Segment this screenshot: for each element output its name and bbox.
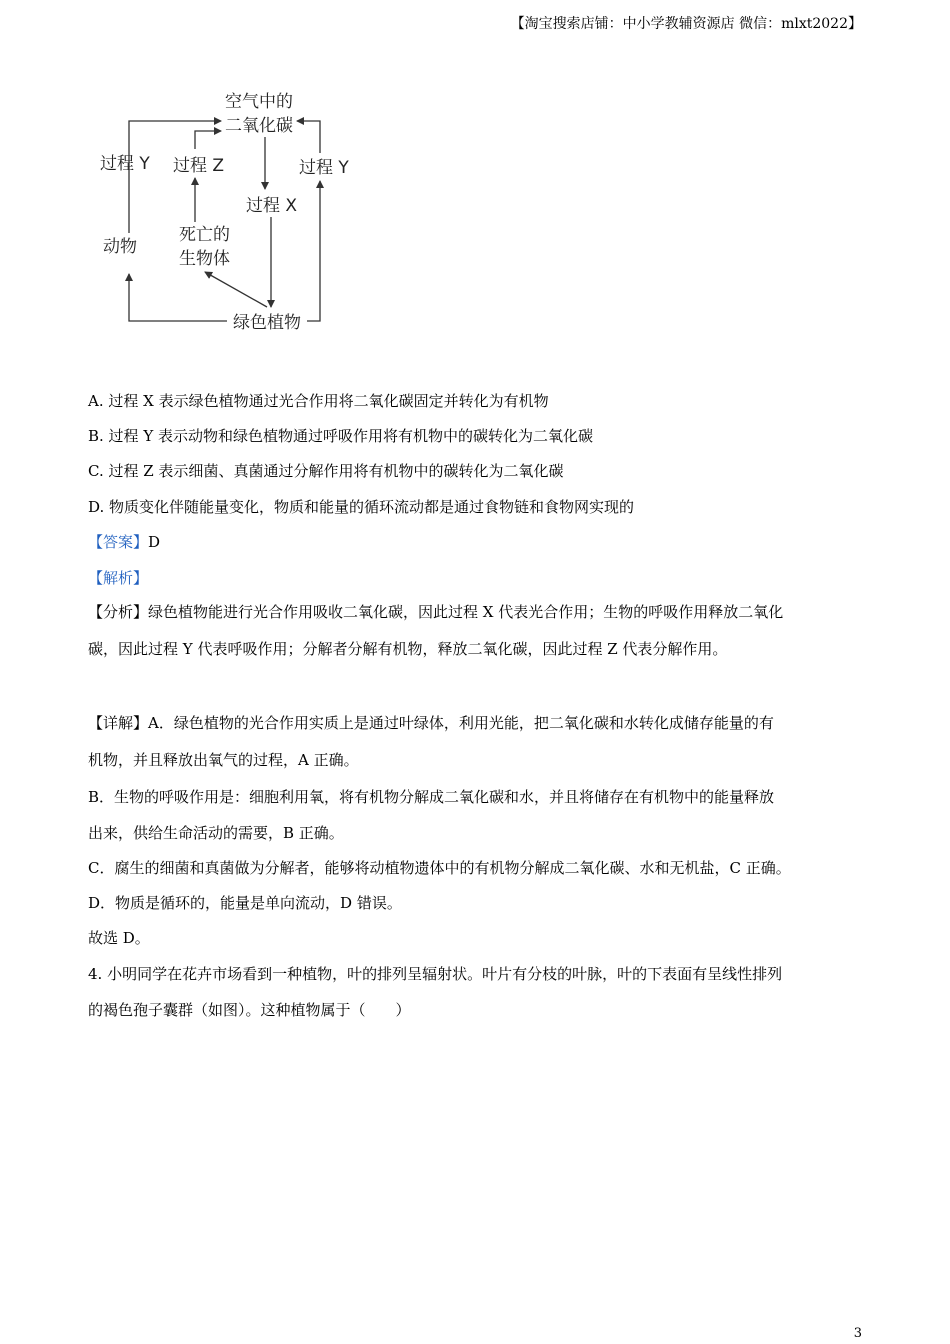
- option-a: A. 过程 X 表示绿色植物通过光合作用将二氧化碳固定并转化为有机物: [88, 392, 549, 410]
- page-header: 【淘宝搜索店铺：中小学教辅资源店 微信：mlxt2022】: [510, 16, 862, 32]
- air-co2-label-1: 空气中的: [225, 92, 293, 112]
- arrow-animals-to-co2: [129, 121, 221, 233]
- dead-organisms-label-1: 死亡的: [179, 225, 230, 245]
- arrow-process-y-to-co2: [297, 121, 320, 153]
- process-y-left-label: 过程 Y: [100, 154, 150, 174]
- detail-line-2: 机物，并且释放出氧气的过程，A 正确。: [88, 751, 359, 769]
- answer-line: [88, 531, 160, 552]
- question-4-line-2: 的褐色孢子囊群（如图）。这种植物属于（ ）: [88, 1001, 411, 1019]
- option-b: B. 过程 Y 表示动物和绿色植物通过呼吸作用将有机物中的碳转化为二氧化碳: [88, 427, 594, 445]
- answer-label: 【答案】: [88, 533, 149, 551]
- arrow-plants-to-animals: [129, 274, 227, 321]
- carbon-cycle-diagram: [95, 85, 365, 345]
- question-4-line-1: 4. 小明同学在花卉市场看到一种植物，叶的排列呈辐射状。叶片有分枝的叶脉，叶的下表面有呈线性排列: [88, 965, 783, 983]
- option-c: C. 过程 Z 表示细菌、真菌通过分解作用将有机物中的碳转化为二氧化碳: [88, 462, 564, 480]
- page-number: 3: [853, 1326, 862, 1341]
- detail-line-7: 故选 D。: [88, 929, 150, 947]
- process-y-right-label: 过程 Y: [299, 158, 349, 178]
- analysis-line-2: 碳，因此过程 Y 代表呼吸作用；分解者分解有机物，释放二氧化碳，因此过程 Z 代表分解作用。: [88, 640, 728, 658]
- arrow-plants-to-dead: [205, 272, 267, 307]
- air-co2-label-2: 二氧化碳: [225, 116, 293, 136]
- option-d: D. 物质变化伴随能量变化，物质和能量的循环流动都是通过食物链和食物网实现的: [88, 498, 635, 516]
- detail-line-5: C．腐生的细菌和真菌做为分解者，能够将动植物遗体中的有机物分解成二氧化碳、水和无机盐，C 正确。: [88, 859, 791, 877]
- dead-organisms-label-2: 生物体: [179, 249, 230, 269]
- detail-line-3: B．生物的呼吸作用是：细胞利用氧，将有机物分解成二氧化碳和水，并且将储存在有机物中的能量释放: [88, 788, 775, 806]
- line-process-z-to-co2: [195, 131, 221, 149]
- detail-line-4: 出来，供给生命活动的需要，B 正确。: [88, 824, 344, 842]
- analysis-heading: 【解析】: [88, 569, 149, 587]
- process-x-label: 过程 X: [246, 196, 298, 216]
- answer-value: D: [148, 533, 161, 551]
- analysis-line-1: 【分析】绿色植物能进行光合作用吸收二氧化碳，因此过程 X 代表光合作用；生物的呼吸作用释放二氧化: [88, 603, 784, 621]
- process-z-label: 过程 Z: [173, 156, 225, 176]
- detail-line-6: D．物质是循环的，能量是单向流动，D 错误。: [88, 894, 402, 912]
- animals-label: 动物: [103, 237, 137, 257]
- detail-line-1: 【详解】A．绿色植物的光合作用实质上是通过叶绿体，利用光能，把二氧化碳和水转化成储存能量的有: [88, 714, 774, 732]
- green-plants-label: 绿色植物: [233, 313, 301, 333]
- arrow-plants-to-process-y: [307, 181, 320, 321]
